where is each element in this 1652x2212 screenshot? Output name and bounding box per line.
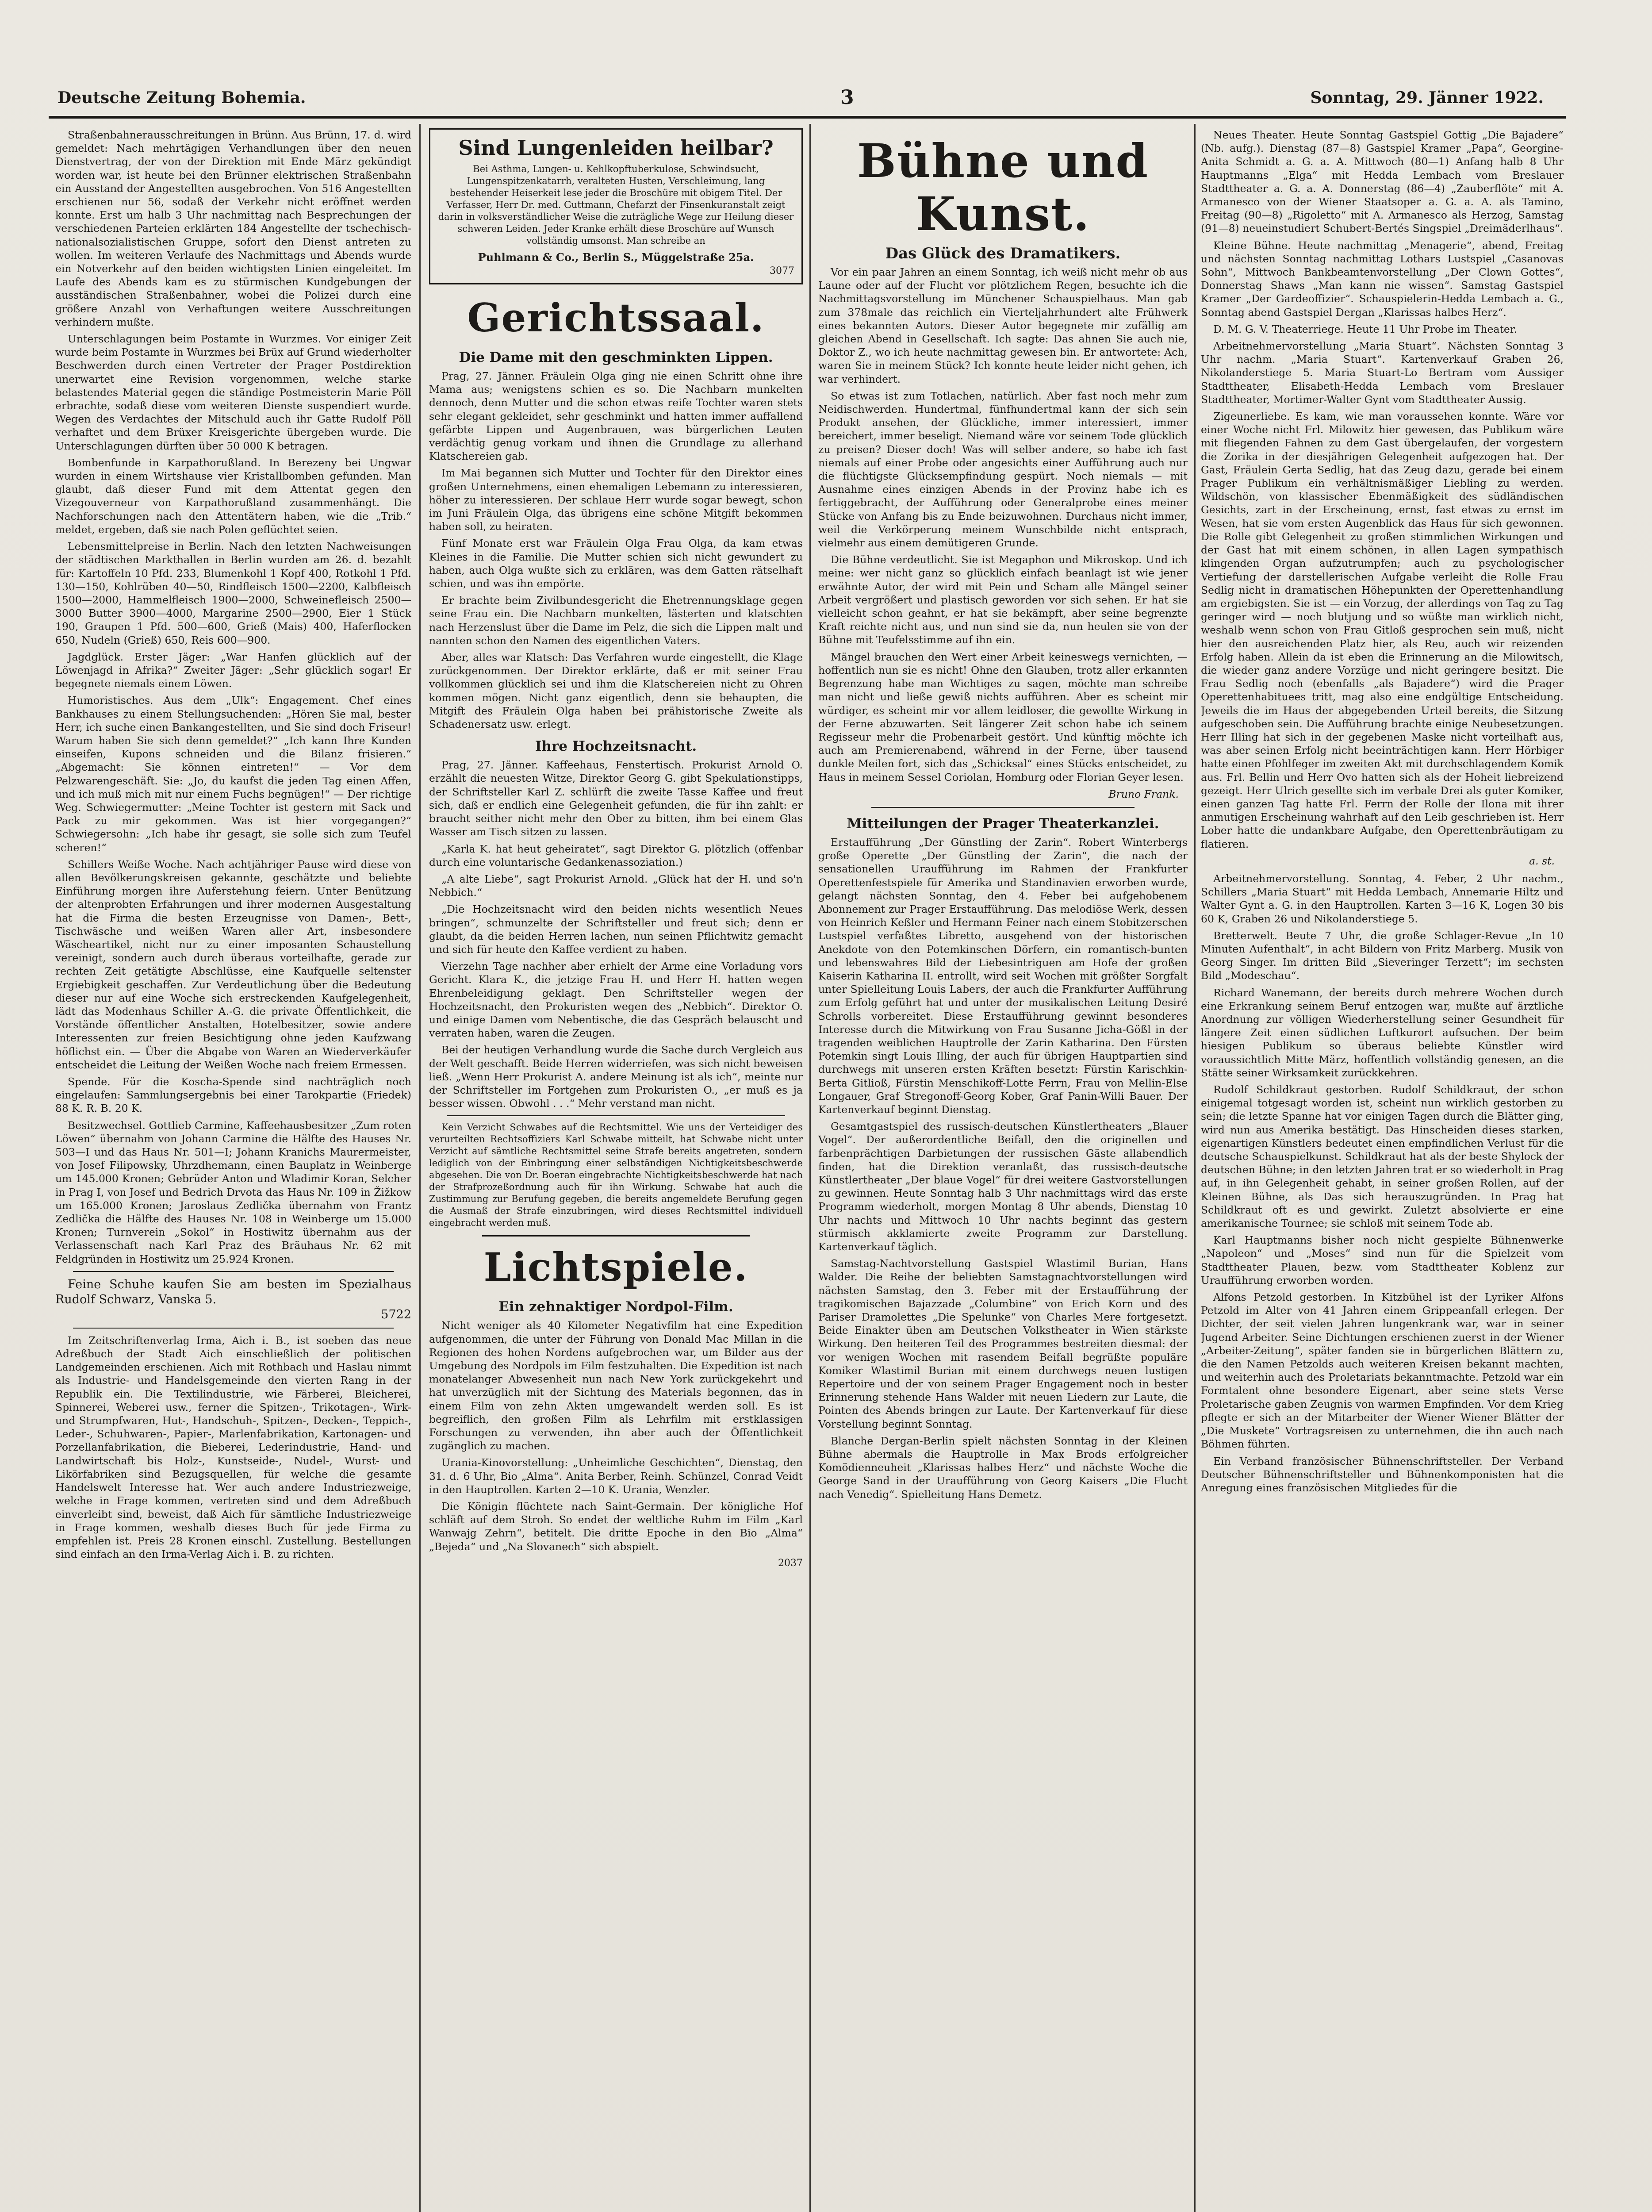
- article-paragraph: Blanche Dergan-Berlin spielt nächsten Sonntag in der Kleinen Bühne abermals die Hauptrolle in Max Brods erfolgreicher Komödienneuheit „Klarissas halbes Herz“ und nächste Woche die George Sand in der Uraufführung von Georg Kaisers „Die Flucht nach Venedig“. Spielleitung Hans Demetz.: [818, 1434, 1188, 1501]
- column-divider: [1194, 124, 1196, 2212]
- issue-date: Sonntag, 29. Jänner 1922.: [1310, 88, 1544, 107]
- ad-body: Bei Asthma, Lungen- u. Kehlkopftuberkulose, Schwindsucht, Lungenspitzenkatarrh, veralteten Husten, Verschleimung, lang bestehender Heiserkeit lese jeder die Broschüre mit obigem Titel. Der Verfasser, Herr Dr. med. Guttmann, Chefarzt der Finsenkuranstalt zeigt darin in volksverständlicher Weise die zuträgliche Wege zur Heilung dieser schweren Leiden. Jeder Kranke erhält diese Broschüre auf Wunsch vollständig umsonst. Man schreibe an: [438, 164, 794, 246]
- column-divider: [419, 124, 421, 2212]
- news-item: Unterschlagungen beim Postamte in Wurzmes. Vor einiger Zeit wurde beim Postamte in Wurzmes bei Brüx auf Grund wiederholter Beschwerden durch einen Vertreter der Prager Postdirektion unerwartet eine Revision vorgenommen, welche starke belastendes Material gegen die ständige Postmeisterin Marie Pöll erbrachte, sodaß diese vom weiteren Dienste suspendiert wurde. Wegen des Verdachtes der Mitschuld auch ihr Gatte Rudolf Pöll verhaftet und dem Brüxer Kreisgerichte übergeben wurde. Die Unterschlagungen dürften über 50 000 K betragen.: [55, 333, 411, 452]
- paper-name: Deutsche Zeitung Bohemia.: [57, 88, 306, 107]
- obituary: Alfons Petzold gestorben. In Kitzbühel ist der Lyriker Alfons Petzold im Alter von 41 Jahren einem Grippeanfall erlegen. Der Dichter, der seit vielen Jahren lungenkrank war, war in seiner Jugend Arbeiter. Seine Dichtungen erschienen zuerst in der Wiener „Arbeiter-Zeitung“, später fanden sie in bürgerlichen Blättern zu, die den Namen Petzolds auch weiteren Kreisen bekannt machten, und weiterhin auch des Proletariats bekanntmachte. Petzold war ein Formtalent ohne besondere Eigenart, aber seine stets Verse Proletarische gaben Zeugnis von warmen Empfinden. Vor dem Krieg pflegte er sich an der Mitarbeiter der Wiener Wiener Blätter der „Die Muskete“ Vortragsreisen zu unternehmen, die ihn auch nach Böhmen führten.: [1201, 1291, 1564, 1451]
- divider: [447, 1115, 785, 1116]
- article-paragraph: Urania-Kinovorstellung: „Unheimliche Geschichten“, Dienstag, den 31. d. 6 Uhr, Bio „Alma“. Anita Berber, Reinh. Schünzel, Conrad Veidt in den Hauptrollen. Karten 2—10 K. Urania, Wenzler.: [429, 1456, 803, 1496]
- news-item: Straßenbahnerausschreitungen in Brünn. Aus Brünn, 17. d. wird gemeldet: Nach mehrtägigen Verhandlungen über den neuen Dienstvertrag, der von der Direktion mit Ende März gekündigt worden war, ist heute bei den Brünner elektrischen Straßenbahn ein Ausstand der Angestellten ausgebrochen. Von 516 Angestellten erschienen nur 56, sodaß der Verkehr nicht eröffnet werden konnte. Erst um halb 3 Uhr nachmittag nach Besprechungen der verschiedenen Parteien erklärten 184 Angestellte der tschechisch-nationalsozialistischen Gruppe, sofort den Dienst antreten zu wollen. Im weiteren Verlaufe des Nachmittags und Abends wurde ein Notverkehr auf den beiden wichtigsten Linien eingeleitet. Im Laufe des Abends kam es zu stürmischen Kundgebungen der ausständischen Straßenbahner, wobei die Polizei durch eine größere Anzahl von Verhaftungen weitere Ausschreitungen verhindern mußte.: [55, 129, 411, 328]
- divider: [482, 1235, 750, 1237]
- shoe-advertisement: [55, 1277, 411, 1322]
- article-title: Ihre Hochzeitsnacht.: [535, 738, 697, 755]
- article-paragraph: Mängel brauchen den Wert einer Arbeit keineswegs vernichten, — hoffentlich nun sie es nicht! Ohne den Glauben, trotz aller erkannten Begrenzung habe man Wichtiges zu sagen, möchte man schreibe man nicht und ließe gewiß nichts aufführen. Aber es scheint mir würdiger, es scheint mir vor allem leidloser, die gewollte Wirkung in der Ferne abzuwarten. Seit längerer Zeit schon habe ich seinem Regisseur mehr die Probenarbeit gestört. Und künftig möchte ich auch am Premierenabend, während in der Ferne, über tausend dunkle Meilen fort, sich das „Schicksal“ eines Stücks entscheidet, zu Haus in meinem Sessel Coriolan, Homburg oder Florian Geyer lesen.: [818, 650, 1188, 783]
- ad-firm: Puhlmann & Co., Berlin S., Müggelstraße 25a.: [478, 251, 754, 264]
- theater-notice: Karl Hauptmanns bisher noch nicht gespielte Bühnenwerke „Napoleon“ und „Moses“ sind nun für die Spielzeit vom Stadttheater Plauen, bezw. vom Stadttheater Koblenz zur Uraufführung erworben worden.: [1201, 1234, 1564, 1286]
- article-paragraph: „A alte Liebe“, sagt Prokurist Arnold. „Glück hat der H. und so'n Nebbich.“: [429, 872, 803, 899]
- section-title: Lichtspiele.: [483, 1244, 748, 1290]
- section-title: Bühne und Kunst.: [857, 134, 1149, 241]
- news-item: Jagdglück. Erster Jäger: „War Hanfen glücklich auf der Löwenjagd in Afrika?“ Zweiter Jäger: „Sehr glücklich sogar! Er begegnete niemals einem Löwen.: [55, 650, 411, 690]
- divider: [73, 1328, 394, 1329]
- article-paragraph: Samstag-Nachtvorstellung Gastspiel Wlastimil Burian, Hans Walder. Die Reihe der beliebten Samstagnachtvorstellungen wird nächsten Samstag, den 3. Feber mit der Erstaufführung der tragikomischen Bajazzade „Columbine“ von Erich Korn und des Pariser Dramolettes „Die Spelunke“ von Charles Mere fortgesetzt. Beide Einakter üben am Deutschen Volkstheater in Wien stärkste Wirkung. Den heiteren Teil des Programmes bestreiten diesmal: der vor wenigen Wochen mit rasendem Beifall begrüßte populäre Komiker Wlastimil Burian mit einem durchwegs neuen lustigen Repertoire und der von seinem Prager Engagement noch in bester Erinnerung stehende Hans Walder mit neuen Liedern zur Laute, die Pointen des Abends bringen zur Laute. Der Kartenverkauf für diese Vorstellung beginnt Sonntag.: [818, 1257, 1188, 1430]
- news-item: Humoristisches. Aus dem „Ulk“: Engagement. Chef eines Bankhauses zu einem Stellungsuchenden: „Hören Sie mal, bester Herr, ich suche einen Bankangestellten, und Sie sind doch Friseur! Warum haben Sie sich denn gemeldet?“ „Ich kann Ihre Kunden einseifen, Kupons schneiden und die Bilanz frisieren.“ „Abgemacht: Sie können eintreten!“ — Vor dem Pelzwarengeschäft. Sie: „Jo, du kaufst die jeden Tag einen Affen, und ich muß mich mit nur einem Fuchs begnügen!“ — Der richtige Weg. Schwiegermutter: „Meine Tochter ist gestern mit Sack und Pack zu mir gekommen. Was ist hier vorgegangen?“ Schwiegersohn: „Ich habe ihr gesagt, sie solle sich zum Teufel scheren!“: [55, 694, 411, 854]
- theater-notice: Richard Wanemann, der bereits durch mehrere Wochen durch eine Erkrankung seinem Beruf entzogen war, mußte auf ärztliche Anordnung zur völligen Wiederherstellung seiner Gesundheit für längere Zeit einen südlichen Luftkurort aufsuchen. Der beim hiesigen Publikum so überaus beliebte Künstler wird voraussichtlich Mitte März, hoffentlich vollständig genesen, an die Stätte seiner Wirksamkeit zurückkehren.: [1201, 986, 1564, 1079]
- article-title: Mitteilungen der Prager Theaterkanzlei.: [847, 815, 1159, 832]
- article-title: Das Glück des Dramatikers.: [885, 245, 1121, 262]
- article-paragraph: Prag, 27. Jänner. Fräulein Olga ging nie einen Schritt ohne ihre Mama aus; wenigstens schien es so. Die Nachbarn munkelten dennoch, denn Mutter und die schon etwas reife Tochter waren stets sehr elegant gekleidet, sehr geschminkt und hatten immer auffallend gefärbte Lippen und Augenbrauen, was bürgerlichen Leuten verdächtig genug vorkam und ihnen die Grundlage zu allerhand Klatschereien gab.: [429, 370, 803, 463]
- article-title: Ein zehnaktiger Nordpol-Film.: [498, 1299, 733, 1315]
- news-item: Bombenfunde in Karpathorußland. In Berezeny bei Ungwar wurden in einem Wirtshause vier Kristallbomben gefunden. Man glaubt, daß dieser Fund mit dem Attentat gegen den Vizegouverneur von Karpathorußland zusammenhängt. Die Nachforschungen nach den Attentätern haben, wie die „Trib.“ meldet, ergeben, daß sie nach Polen geflüchtet seien.: [55, 456, 411, 536]
- article-title: Die Dame mit den geschminkten Lippen.: [459, 349, 773, 365]
- column-3: [818, 128, 1188, 2212]
- theater-review: Zigeunerliebe. Es kam, wie man voraussehen konnte. Wäre vor einer Woche nicht Frl. Milowitz hier gewesen, das Publikum wäre mit fliegenden Fahnen zu dem Gast übergelaufen, der vorgestern die Zorika in der diesjährigen Gelegenheit aufgezogen hat. Der Gast, Fräulein Gerta Sedlig, hat das Zeug dazu, gerade bei einem Prager Publikum ein verhältnismäßiger Liebling zu werden. Wildschön, von klassischer Ebenmäßigkeit des südländischen Gesichts, zart in der Erscheinung, ernst, fast etwas zu ernst im Wesen, hat sie vom ersten Augenblick das Haus für sich gewonnen. Die Rolle gibt Gelegenheit zu großen stimmlichen Wirkungen und der Gast hat mit einem schönen, in allen Lagen sympathisch klingenden Organ aufzutrumpfen; auch zu psychologischer Vertiefung der darstellerischen Aufgabe verleiht die Rolle Frau Sedlig nicht in dramatischen Höhepunkten der Operettenhandlung am ergiebigsten. Sie ist — ein Vorzug, der allerdings von Tag zu Tag geringer wird — noch blutjung und so wüßte man wirklich nicht, weshalb wenn schon von Frau Gitloß gesprochen sein muß, nicht hier den ausreichenden Platz hier, als Reu, auch wir reizenden Erfolg haben. Allein da ist eben die Erinnerung an die Milowitsch, die wieder ganz andere Vorzüge und nicht geringere besitzt. Die Frau Sedlig noch (ebenfalls „als Bajadere“) wird die Prager Operettenhabituees tritt, mag also eine endgültige Entscheidung. Jeweils die im Haus der abgegebenden Urteil bereits, die Sitzung aufgeschoben sein. Die Aufführung brachte einige Neubesetzungen. Herr Illing hat sich in der gegebenen Maske nicht vorteilhaft aus, was aber seinen Erfolg nicht beeinträchtigen kann. Herr Hörbiger hatte einen Pfohlfeger im zweiten Akt mit durchschlagendem Komik aus. Frl. Bellin und Herr Ovo hatten sich als der Hoheit liebreizend gezeigt. Herr Ulrich gesellte sich im verbale Drei als guter Komiker, einen ganzen Tag hatte Frl. Ferrn der Rolle der Ilona mit ihrer anmutigen Erscheinung wahrhaft auf den Leib geschrieben ist. Herr Lober hatte die undankbare Aufgabe, den Operettenbräutigam zu flatieren.: [1201, 410, 1564, 850]
- divider: [73, 1271, 394, 1272]
- review-signature: a. st.: [1529, 854, 1555, 867]
- article-paragraph: Aber, alles war Klatsch: Das Verfahren wurde eingestellt, die Klage zurückgenommen. Der Direktor erklärte, daß er mit seiner Frau vollkommen glücklich sei und ihm die Klatschereien nicht zu Ohren kommen mögen. Nicht ganz eigentlich, denn sie behaupten, die Mitgift des Fräulein Olga haben bei prähistorische Zweite als Schadenersatz usw. erlegt.: [429, 651, 803, 731]
- article-paragraph: Erstaufführung „Der Günstling der Zarin“. Robert Winterbergs große Operette „Der Günstling der Zarin“, die nach der sensationellen Uraufführung im Rahmen der Frankfurter Operettenfestspiele für Amerika und Standinavien erworben wurde, gelangt nächsten Sonntag, den 4. Feber bei aufgehobenem Abonnement zur Prager Erstaufführung. Das melodiöse Werk, dessen von Heinrich Keßler und Hermann Feiner nach einem Stobitzerschen Lustspiel verfaßtes Libretto, ausgehend von der historischen Anekdote von den Potemkinschen Dörfern, ein romantisch-bunten und lebenswahres Bild der Liebesintriguen am Hofe der großen Kaiserin Katharina II. entrollt, wird seit Wochen mit größter Sorgfalt unter Spielleitung Louis Labers, der auch die Frankfurter Aufführung zum Erfolg geführt hat und unter der musikalischen Leitung Desiré Schrolls vorbereitet. Diese Erstaufführung gewinnt besonderes Interesse durch die Mitwirkung von Frau Susanne Jicha-Gößl in der tragenden weiblichen Hauptrolle der Zarin Katharina. Den Fürsten Potemkin singt Louis Illing, der auch für übrigen Hauptpartien sind durchwegs mit unseren ersten Kräften besetzt: Fürstin Karischkin-Berta Gitlioß, Fürstin Menschikoff-Lotte Ferrn, Frau von Mellin-Else Longauer, Graf Stregonoff-Georg Kober, Graf Panin-Willi Bauer. Der Kartenverkauf beginnt Dienstag.: [818, 836, 1188, 1116]
- theater-notice: Arbeitnehmervorstellung „Maria Stuart“. Nächsten Sonntag 3 Uhr nachm. „Maria Stuart“. Kartenverkauf Graben 26, Nikolanderstiege 5. Maria Stuart-Lo Bertram vom Aussiger Stadttheater, Elisabeth-Hedda Lembach vom Breslauer Stadttheater, Mortimer-Walter Gynt vom Stadttheater Aussig.: [1201, 340, 1564, 406]
- author-byline: Bruno Frank.: [1108, 787, 1179, 800]
- lung-advertisement: [429, 128, 803, 284]
- theater-notice: Arbeitnehmervorstellung. Sonntag, 4. Feber, 2 Uhr nachm., Schillers „Maria Stuart“ mit Hedda Lembach, Annemarie Hiltz und Walter Gynt a. G. in den Hauptrollen. Karten 3—16 K, Logen 30 bis 60 K, Graben 26 und Nikolanderstiege 5.: [1201, 872, 1564, 925]
- news-item: Schillers Weiße Woche. Nach achtjähriger Pause wird diese von allen Bevölkerungskreisen gekannte, geschätzte und beliebte Einführung morgen ihre Auferstehung feiern. Unter Benützung der altenprobten Erfahrungen und ihrer modernen Ausgestaltung hat die Firma die besten Erzeugnisse von Damen-, Bett-, Tischwäsche und weißen Waren aller Art, insbesondere Wäscheartikel, nicht nur zu einer imposanten Schaustellung vereinigt, sondern auch durch überaus vorteilhafte, gerade zur rechten Zeit getätigte Abschlüsse, eine Kaufquelle seltenster Ergiebigkeit geschaffen. Zur Verdeutlichung über die Bedeutung dieser nur auf eine Woche sich erstreckenden Kaufgelegenheit, lädt das Modenhaus Schiller A.-G. die private Öffentlichkeit, die Vorstände öffentlicher Anstalten, Hotelbesitzer, sowie andere Interessenten zur freien Besichtigung ohne jeden Kaufzwang höflichst ein. — Über die Abgabe von Waren an Wiederverkäufer entscheidet die Leitung der Weißen Woche nach freiem Ermessen.: [55, 858, 411, 1071]
- theater-notice: D. M. G. V. Theaterriege. Heute 11 Uhr Probe im Theater.: [1213, 323, 1517, 335]
- article-paragraph: Fünf Monate erst war Fräulein Olga Frau Olga, da kam etwas Kleines in die Familie. Die Mutter schien sich nicht gewundert zu haben, auch Olga wußte sich zu erklären, was dem Gatten rätselhaft schien, und was ihn empörte.: [429, 537, 803, 590]
- page-header: [40, 82, 1575, 108]
- news-item: Im Zeitschriftenverlag Irma, Aich i. B., ist soeben das neue Adreßbuch der Stadt Aich einschließlich der politischen Landgemeinden erschienen. Aich mit Rothbach und Haslau nimmt als Industrie- und Handelsgemeinde den vierten Rang in der Republik ein. Die Textilindustrie, wie Färberei, Bleicherei, Spinnerei, Weberei usw., ferner die Spitzen-, Trikotagen-, Wirk- und Strumpfwaren, Hut-, Handschuh-, Spitzen-, Decken-, Teppich-, Leder-, Schuhwaren-, Papier-, Marlenfabrikation, Kartonagen- und Porzellanfabrikation, die Bieberei, Lederindustrie, Hand- und Landwirtschaft bis Holz-, Kunstseide-, Nudel-, Wurst- und Likörfabriken sind Bezugsquellen, für welche die gesamte Handelswelt Interesse hat. Wer auch andere Industriezweige, welche in Frage kommen, vertreten sind und dem Adreßbuch einverleibt sind, beweist, daß Aich für sämtliche Industriezweige in Frage kommen, weshalb dieses Buch für jede Firma zu empfehlen ist. Preis 28 Kronen einschl. Zustellung. Bestellungen sind einfach an den Irma-Verlag Aich i. B. zu richten.: [55, 1334, 411, 1561]
- ad-text: Feine Schuhe kaufen Sie am besten im Spezialhaus Rudolf Schwarz, Vanska 5.: [55, 1277, 411, 1306]
- article-paragraph: „Karla K. hat heut geheiratet“, sagt Direktor G. plötzlich (offenbar durch eine voluntarische Gedankenassoziation.): [429, 842, 803, 868]
- article-paragraph: Gesamtgastspiel des russisch-deutschen Künstlertheaters „Blauer Vogel“. Der außerordentliche Beifall, den die originellen und farbenprächtigen Darbietungen der russischen Gäste allabendlich finden, hat die Direktion veranlaßt, das russisch-deutsche Künstlertheater „Der blaue Vogel“ für drei weitere Gastvorstellungen zu gewinnen. Heute Sonntag halb 3 Uhr nachmittags wird das erste Programm wiederholt, morgen Montag 8 Uhr abends, Dienstag 10 Uhr nachts und Mittwoch 10 Uhr nachts beginnt das gestern stürmisch akklamierte zweite Programm zur Darstellung. Kartenverkauf täglich.: [818, 1120, 1188, 1253]
- article-paragraph: Die Königin flüchtete nach Saint-Germain. Der königliche Hof schläft auf dem Stroh. So endet der weltliche Ruhm im Film „Karl Wanwajg Zehrn“, betitelt. Die dritte Epoche in den Bio „Alma“ „Bejeda“ und „Na Slovanech“ sich abspielt.: [429, 1500, 803, 1553]
- column-divider: [809, 124, 811, 2212]
- article-paragraph: So etwas ist zum Totlachen, natürlich. Aber fast noch mehr zum Neidischwerden. Hundertmal, fünfhundertmal kann der sich sein Produkt ansehen, der Glückliche, immer interessiert, immer bereichert, immer beseligt. Niemand wäre vor seinem Tode glücklich zu preisen? Dieser doch! Was will selber andere, so habe ich fast niemals auf einer Probe oder angesichts einer Aufführung auch nur die flüchtigste Glücksempfindung gespürt. Noch niemals — mit Ausnahme eines einzigen Abends in der Provinz habe ich es fertiggebracht, der Aufführung oder Generalprobe eines meiner Stücke von Anfang bis zu Ende beizuwohnen. Durchaus nicht immer, weil die Verkörperung meinem Wunschbilde nicht entsprach, vielmehr aus einem demütigeren Grunde.: [818, 389, 1188, 549]
- news-item: Lebensmittelpreise in Berlin. Nach den letzten Nachweisungen der städtischen Markthallen in Berlin wurden am 26. d. bezahlt für: Kartoffeln 10 Pfd. 233, Blumenkohl 1 Kopf 400, Rotkohl 1 Pfd. 130—150, Kohlrüben 40—50, Rindfleisch 1500—2200, Kalbfleisch 1500—2000, Hammelfleisch 1900—2000, Schweinefleisch 2500—3000 Butter 3900—4000, Margarine 2500—2900, Eier 1 Stück 190, Graupen 1 Pfd. 500—600, Grieß (Mais) 400, Haferflocken 650, Nudeln (Grieß) 650, Reis 600—900.: [55, 540, 411, 646]
- ad-number: 5722: [381, 1307, 411, 1321]
- article-paragraph: Die Bühne verdeutlicht. Sie ist Megaphon und Mikroskop. Und ich meine: wer nicht ganz so glücklich einfach beanlagt ist wie jener erwähnte Autor, der wird mit Pein und Scham alle Mängel seiner Arbeit vergrößert und plastisch geworden vor sich sehen. Er hat sie vielleicht schon geahnt, er hat sie bekämpft, aber seine begrenzte Kraft reichte nicht aus, und nun sind sie da, nun heulen sie von der Bühne mit Teufelsstimme auf ihn ein.: [818, 553, 1188, 646]
- article-paragraph: „Die Hochzeitsnacht wird den beiden nichts wesentlich Neues bringen“, schmunzelte der Schriftsteller und freut sich; denn er glaubt, da die beiden Herren lachen, nun seinen Pflichtwitz gemacht und sich für heute den Kaffee verdient zu haben.: [429, 903, 803, 956]
- column-1: [55, 128, 411, 2212]
- news-item: Spende. Für die Koscha-Spende sind nachträglich noch eingelaufen: Sammlungsergebnis bei einer Tarokpartie (Friedek) 88 K. R. B. 20 K.: [55, 1075, 411, 1115]
- theater-notice: Bretterwelt. Beute 7 Uhr, die große Schlager-Revue „In 10 Minuten Aufenthalt“, in acht Bildern von Fritz Marberg. Musik von Georg Singer. Im dritten Bild „Sieveringer Terzett“; im sechsten Bild „Modeschau“.: [1201, 929, 1564, 982]
- divider: [871, 807, 1135, 808]
- article-paragraph: Vierzehn Tage nachher aber erhielt der Arme eine Vorladung vors Gericht. Klara K., die jetzige Frau H. und Herr H. hatten wegen Ehrenbeleidigung geklagt. Den Schriftsteller wegen der Hochzeitsnacht, den Prokuristen wegen des „Nebbich“. Direktor O. und einige Damen vom Nebentische, die das Gespräch belauscht und verraten haben, waren die Zeugen.: [429, 960, 803, 1040]
- page-number: 3: [840, 86, 854, 109]
- article-paragraph: Im Mai begannen sich Mutter und Tochter für den Direktor eines großen Unternehmens, einen ehemaligen Lebemann zu interessieren, höher zu interessieren. Der schlaue Herr wurde sogar bewegt, schon im Juni Fräulein Olga, das übrigens eine schöne Mitgift bekommen haben soll, zu heiraten.: [429, 467, 803, 533]
- ad-title: Sind Lungenleiden heilbar?: [458, 136, 774, 160]
- header-rule: [49, 116, 1566, 119]
- column-2: [429, 128, 803, 2212]
- article-paragraph: Nicht weniger als 40 Kilometer Negativfilm hat eine Expedition aufgenommen, die unter der Führung von Donald Mac Millan in die Regionen des hohen Nordens aufgebrochen war, um Bilder aus der Umgebung des Nordpols im Film festzuhalten. Die Expedition ist nach monatelanger Abwesenheit nun nach New York zurückgekehrt und hat unverzüglich mit der Sichtung des Materials begonnen, das in einem Film von zehn Akten umgewandelt werden soll. Es ist begreiflich, den großen Film als Lehrfilm mit erstklassigen Forschungen zu verwenden, ihn aber auch der Öffentlichkeit zugänglich zu machen.: [429, 1319, 803, 1452]
- news-item: Besitzwechsel. Gottlieb Carmine, Kaffeehausbesitzer „Zum roten Löwen“ übernahm von Johann Carmine die Hälfte des Hauses Nr. 503—I und das Haus Nr. 501—I; Johann Kranichs Maurermeister, von Josef Filipowsky, Uhrzdhemann, einen Bauplatz in Weinberge um 145.000 Kronen; Gebrüder Anton und Wladimir Koran, Selcher in Prag I, von Josef und Bedrich Drvota das Haus Nr. 109 in Žižkow um 165.000 Kronen; Jaroslaus Zedlička übernahm von Frantz Zedlička die Hälfte des Hauses Nr. 108 in Weinberge um 15.000 Kronen; Turnverein „Sokol“ in Hostiwitz übernahm aus der Verlassenschaft nach Karl Praz des Bräuhaus Nr. 62 mit Feldgründen in Hostiwitz um 25.924 Kronen.: [55, 1119, 411, 1265]
- section-title: Gerichtssaal.: [467, 295, 765, 341]
- article-paragraph: Er brachte beim Zivilbundesgericht die Ehetrennungsklage gegen seine Frau ein. Die Nachbarn munkelten, lästerten und klatschten nach Herzenslust über die Dame im Pelz, die sich die Lippen malt und nannten schon den Namen des eigentlichen Vaters.: [429, 594, 803, 647]
- item-number: 2037: [778, 1557, 803, 1569]
- news-note: Kein Verzicht Schwabes auf die Rechtsmittel. Wie uns der Verteidiger des verurteilten Rechtsoffiziers Karl Schwabe mitteilt, hat Schwabe nicht unter Verzicht auf sämtliche Rechtsmittel seine Strafe bereits angetreten, sondern lediglich von der Einbringung einer selbständigen Nichtigkeitsbeschwerde abgesehen. Die von Dr. Boeran eingebrachte Nichtigkeitsbeschwerde hat nach der Strafprozeßordnung auch für ihn Wirkung. Schwabe hat auch die Zustimmung zur Berufung gegeben, die bereits angemeldete Berufung gegen die Ausmaß der Strafe einzubringen, wird dieses Rechtsmittel individuell eingebracht werden muß.: [429, 1122, 803, 1229]
- theater-notice: Neues Theater. Heute Sonntag Gastspiel Gottig „Die Bajadere“ (Nb. aufg.). Dienstag (87—8) Gastspiel Kramer „Papa“, Georgine-Anita Schmidt a. G. a. A. Mittwoch (80—1) Anfang halb 8 Uhr Hauptmanns „Elga“ mit Hedda Lembach vom Breslauer Stadttheater a. G. a. A. Donnerstag (86—4) „Zauberflöte“ mit A. Armanesco von der Wiener Staatsoper a. G. a. A. als Tamino, Freitag (90—8) „Rigoletto“ mit A. Armanesco als Herzog, Samstag (91—8) neueinstudiert Schubert-Bertés Singspiel „Dreimäderlhaus“.: [1201, 129, 1564, 235]
- theater-notice: Kleine Bühne. Heute nachmittag „Menagerie“, abend, Freitag und nächsten Sonntag nachmittag Lothars Lustspiel „Casanovas Sohn“, Mittwoch Bankbeamtenvorstellung „Der Clown Gottes“, Donnerstag Shaws „Man kann nie wissen“. Samstag Gastspiel Kramer „Der Gardeoffizier“. Schauspielerin-Hedda Lembach a. G., Sonntag abend Gastspiel Dergan „Klarissas halbes Herz“.: [1201, 239, 1564, 319]
- article-paragraph: Bei der heutigen Verhandlung wurde die Sache durch Vergleich aus der Welt geschafft. Beide Herren widerriefen, was sich nicht beweisen ließ. „Wenn Herr Prokurist A. andere Meinung ist als ich“, meinte nur der Schriftsteller im Fortgehen zum Prokuristen O., „er muß es ja besser wissen. Obwohl . . .“ Mehr verstand man nicht.: [429, 1044, 803, 1110]
- column-4: [1201, 128, 1564, 2212]
- article-paragraph: Prag, 27. Jänner. Kaffeehaus, Fenstertisch. Prokurist Arnold O. erzählt die neuesten Witze, Direktor Georg G. gibt Spekulationstipps, der Schriftsteller Karl Z. schlürft die zweite Tasse Kaffee und freut sich, daß er endlich eine Gelegenheit gefunden, die für ihn zahlt: er braucht seither nicht mehr den Ober zu bitten, ihm bei einem Glas Wasser am Tisch sitzen zu lassen.: [429, 759, 803, 838]
- ad-number: 3077: [770, 265, 794, 276]
- obituary: Rudolf Schildkraut gestorben. Rudolf Schildkraut, der schon einigemal totgesagt worden ist, scheint nun wirklich gestorben zu sein; die letzte Spanne hat vor einigen Tagen durch die Blätter ging, wird nun aus Amerika bestätigt. Das Hinscheiden dieses starken, eigenartigen Künstlers bedeutet einen empfindlichen Verlust für die deutsche Schauspielkunst. Schildkraut hat als der beste Shylock der deutschen Bühne; in den letzten Jahren trat er so wiederholt in Prag auf, in ihn Gelegenheit gehabt, in seiner großen Rollen, auf der Kleinen Bühne, als Das sich herauszugründen. In Prag hat Schildkraut oft es und gewirkt. Zuletzt absolvierte er eine amerikanische Tournee; sie schloß mit seinem Tode ab.: [1201, 1083, 1564, 1230]
- article-paragraph: Vor ein paar Jahren an einem Sonntag, ich weiß nicht mehr ob aus Laune oder auf der Flucht vor plötzlichem Regen, besuchte ich die Nachmittagsvorstellung im Münchener Schauspielhaus. Man gab zum 378male das reichlich ein Vierteljahrhundert alte Frühwerk eines bekannten Autors. Dieser Autor begegnete mir zufällig am gleichen Abend in Gesellschaft. Ich sagte: Das ahnen Sie auch nie, Doktor Z., wo ich heute nachmittag gewesen bin. Er antwortete: Ach, waren Sie in meinem Stück? Ich konnte heute leider nicht gehen, ich war verhindert.: [818, 266, 1188, 385]
- theater-notice: Ein Verband französischer Bühnenschriftsteller. Der Verband Deutscher Bühnenschriftsteller und Bühnenkomponisten hat die Anregung eines französischen Mitgliedes für die: [1201, 1455, 1564, 1494]
